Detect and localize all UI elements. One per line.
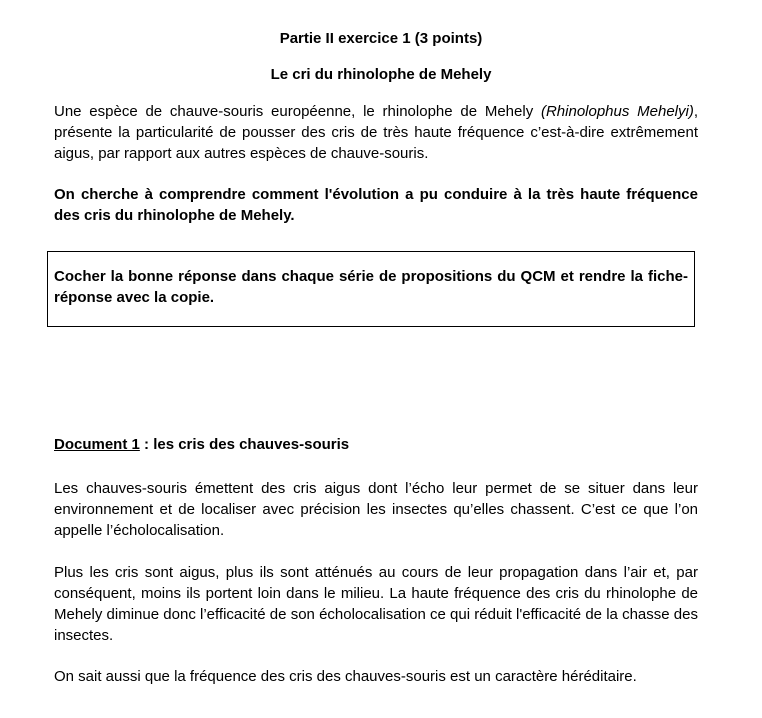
question-paragraph: On cherche à comprendre comment l'évolution a pu conduire à la très haute fréquence des cris du rhinolophe de Mehely.	[54, 186, 698, 224]
intro-paragraph	[54, 101, 698, 164]
section-title: : les cris des chauves-souris	[139, 436, 350, 453]
part-title: Partie II exercice 1 (3 points)	[279, 30, 483, 47]
species-name: (Rhinolophus Mehelyi)	[540, 103, 694, 120]
document-paragraph: Plus les cris sont aigus, plus ils sont atténués au cours de leur propagation dans l’air et, par conséquent, moins ils portent loin dans le milieu. La haute fréquence des cris du rhinolophe de Mehely diminue donc l’efficacité de son écholocalisation ce qui réduit l'efficacité de la chasse des insectes.	[54, 564, 698, 644]
intro-text-after: , présente la particularité de pousser des cris de très haute fréquence c’est-à-dire extrêmement aigus, par rapport aux autres espèces de chauve-souris.	[54, 103, 698, 162]
section-label: Document 1	[54, 436, 140, 453]
document-paragraph: Les chauves-souris émettent des cris aigus dont l’écho leur permet de se situer dans leur environnement et de localiser avec précision les insectes qu’elles chassent. C’est ce que l’on appelle l’écholocalisation.	[54, 480, 698, 539]
document-paragraph: On sait aussi que la fréquence des cris des chauves-souris est un caractère héréditaire.	[54, 668, 637, 685]
document-title: Le cri du rhinolophe de Mehely	[270, 66, 492, 83]
instruction-text: Cocher la bonne réponse dans chaque série de propositions du QCM et rendre la fiche-réponse avec la copie.	[54, 268, 688, 306]
instruction-box	[47, 251, 695, 327]
section-heading	[54, 434, 349, 455]
intro-text-before: Une espèce de chauve-souris européenne, le rhinolophe de Mehely	[54, 103, 541, 120]
